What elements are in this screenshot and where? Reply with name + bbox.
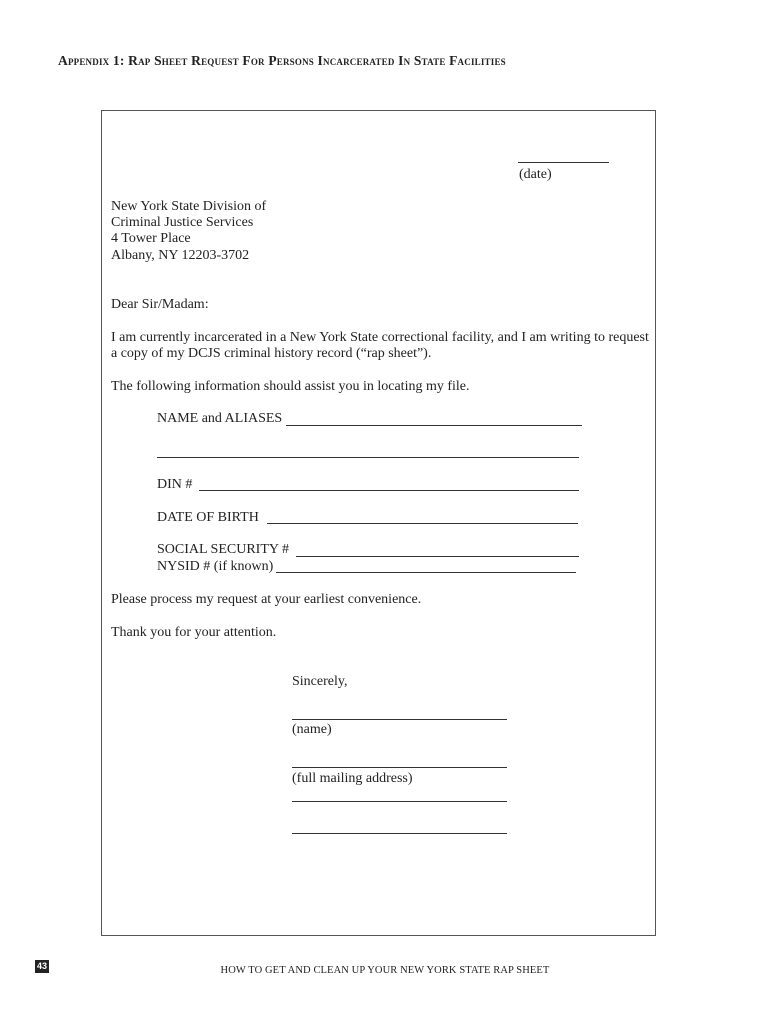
mailing-address-line-2[interactable] [292, 801, 507, 802]
din-label: DIN # [157, 477, 193, 492]
mailing-address-line-1[interactable] [292, 767, 507, 768]
page-title: Appendix 1: Rap Sheet Request For Persons Incarcerated In State Facilities [58, 53, 506, 68]
body-paragraph-1-line-2: a copy of my DCJS criminal history record (“rap sheet”). [111, 346, 432, 361]
dob-line[interactable] [267, 523, 578, 524]
ssn-line[interactable] [296, 556, 579, 557]
closing-sincerely: Sincerely, [292, 674, 348, 689]
ssn-label: SOCIAL SECURITY # [157, 542, 289, 557]
address-line-3: 4 Tower Place [111, 231, 191, 246]
body-paragraph-1-line-1: I am currently incarcerated in a New York State correctional facility, and I am writing to request [111, 330, 649, 345]
signature-name-line[interactable] [292, 719, 507, 720]
address-line-4: Albany, NY 12203-3702 [111, 248, 250, 263]
page-number: 43 [36, 961, 47, 971]
body-paragraph-2: The following information should assist you in locating my file. [111, 379, 470, 394]
salutation: Dear Sir/Madam: [111, 297, 209, 312]
address-line-1: New York State Division of [111, 199, 267, 214]
mailing-address-line-3[interactable] [292, 833, 507, 834]
name-aliases-line-2[interactable] [157, 457, 579, 458]
din-line[interactable] [199, 490, 579, 491]
address-line-2: Criminal Justice Services [111, 215, 254, 230]
date-label: (date) [519, 167, 552, 182]
name-aliases-label: NAME and ALIASES [157, 411, 283, 426]
nysid-label: NYSID # (if known) [157, 559, 274, 574]
nysid-line[interactable] [276, 572, 576, 573]
date-line[interactable] [518, 162, 609, 163]
body-paragraph-3: Please process my request at your earliest convenience. [111, 592, 422, 607]
signature-name-label: (name) [292, 722, 332, 737]
mailing-address-label: (full mailing address) [292, 771, 413, 786]
name-aliases-line[interactable] [286, 425, 582, 426]
page-footer: HOW TO GET AND CLEAN UP YOUR NEW YORK STATE RAP SHEET [220, 965, 550, 976]
body-paragraph-4: Thank you for your attention. [111, 625, 277, 640]
dob-label: DATE OF BIRTH [157, 510, 259, 525]
